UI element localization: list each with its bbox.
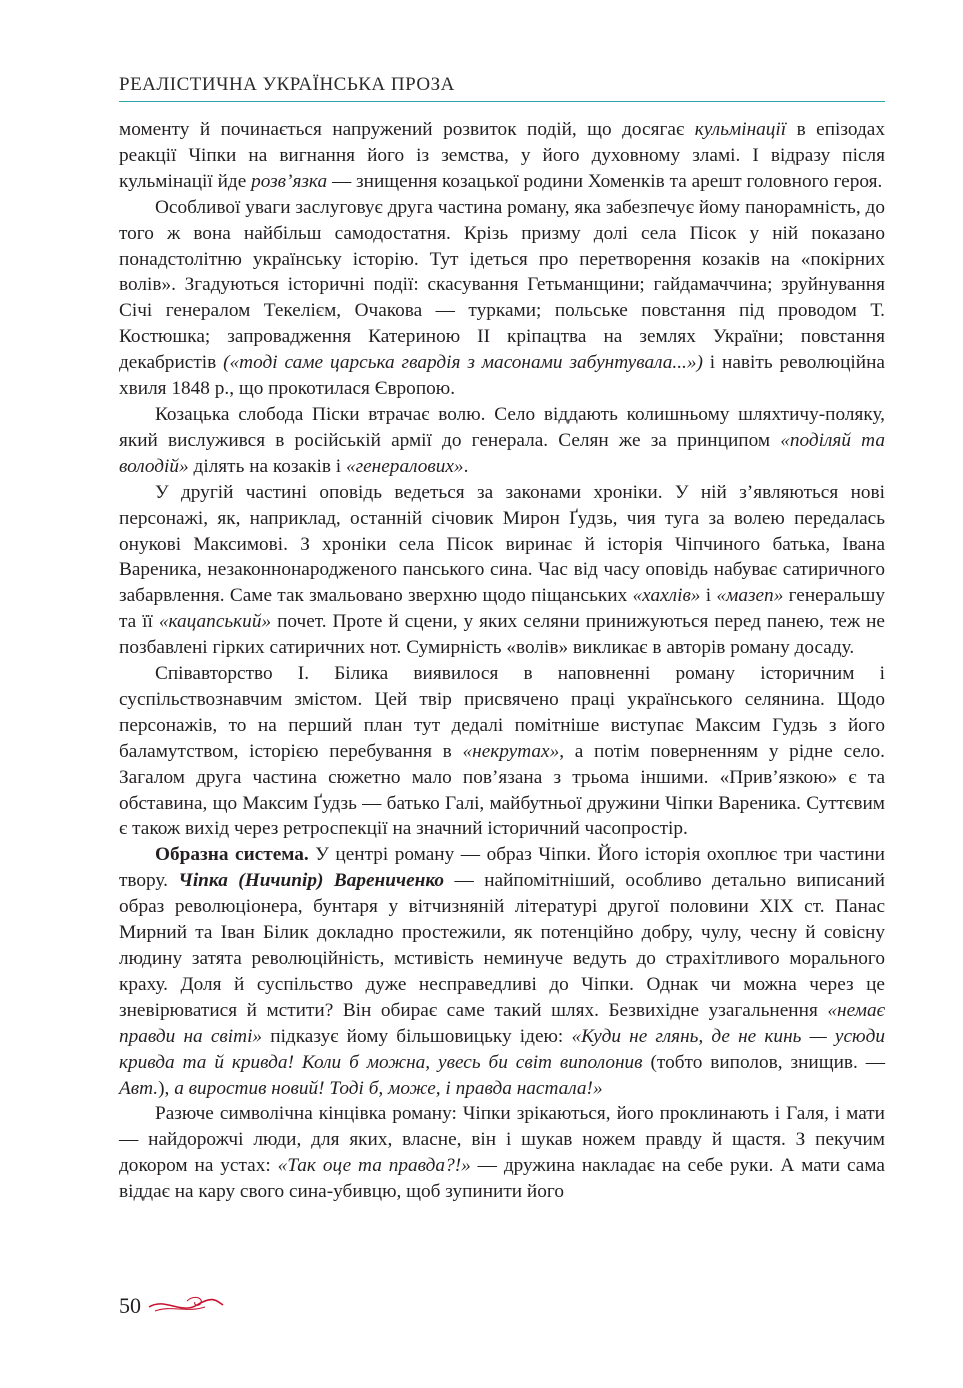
text-run: ), bbox=[158, 1077, 175, 1099]
emphasis-text: Чіпка (Ничипір) Варениченко bbox=[178, 870, 445, 892]
text-run: в епізодах реакції Чіпки на вигнання його із земства, у його духовному зламі. І відразу після кульмінації йде bbox=[119, 119, 885, 192]
text-run: Козацька слобода Піски втрачає волю. Село віддають колишньому шляхтичу-поляку, який вислужився в російській армії до генерала. Селян же за принципом bbox=[119, 403, 885, 451]
text-run: . bbox=[463, 455, 469, 477]
emphasis-text: «поділяй та володій» bbox=[119, 429, 885, 477]
paragraph bbox=[119, 1101, 885, 1205]
emphasis-text: Образна система. bbox=[155, 844, 309, 866]
running-header: РЕАЛІСТИЧНА УКРАЇНСЬКА ПРОЗА bbox=[119, 74, 455, 95]
text-run: — дружина накладає на себе руки. А мати сама віддає на кару свого сина-убивцю, щоб зупинити його bbox=[119, 1155, 885, 1203]
text-run: — найпомітніший, особливо детально виписаний образ революціонера, бунтаря у вітчизняній літературі другої половини XIX ст. Панас Мирний та Іван Білик докладно простежили, як потенційно добру, чулу, чесну й совісну людину затята революційність, мстивість неминуче ведуть до страхітливого морального краху. Доля й суспільство дуже несправедливі до Чіпки. Однак чи можна через це зневірюватися й мстити? Він обирає саме такий шлях. Безвихідне узагальнення bbox=[119, 870, 885, 1021]
paragraph bbox=[119, 402, 885, 480]
text-run: У другій частині оповідь ведеться за законами хроніки. У ній з’являються нові персонажі, як, наприклад, останній січовик Мирон Ґудзь, чия туга за волею передалась онукові Максимові. З хроніки села Пісок виринає й історія Чіпчиного батька, Івана Вареника, незаконнонародженого панського сина. Час від часу оповідь набуває сатиричного забарвлення. Саме так змальовано зверхню щодо піщанських bbox=[119, 481, 885, 607]
text-run: , а потім поверненням у рідне село. Загалом друга частина сюжетно мало пов’язана з трьома іншими. «Прив’язкою» є та обставина, що Максим Ґудзь — батько Галі, майбутньої дружини Чіпки Вареника. Суттєвим є також вихід через ретроспекції на значний історичний часопростір. bbox=[119, 740, 886, 840]
page-number: 50 bbox=[119, 1293, 141, 1318]
text-run: Разюче символічна кінцівка роману: Чіпки зрікаються, його проклинають і Галя, і мати — найдорожчі люди, для яких, власне, він і шукав ножем правду й щастя. З пекучим докором на устах: bbox=[119, 1103, 885, 1177]
paragraph bbox=[119, 480, 885, 661]
emphasis-text: «Так оце та правда?!» bbox=[277, 1155, 471, 1177]
page-ornament-icon bbox=[147, 1293, 227, 1317]
text-run: ділять на козаків і bbox=[188, 455, 346, 477]
paragraph bbox=[119, 195, 885, 402]
text-run: почет. Проте й сцени, у яких селяни принижуються перед панею, теж не позбавлені гірких сатиричних нот. Сумирність «волів» викликає в авторів роману досаду. bbox=[119, 611, 885, 659]
paragraph bbox=[119, 661, 885, 842]
emphasis-text: «немає правди на світі» bbox=[119, 999, 885, 1047]
text-run: Співавторство І. Білика виявилося в наповненні роману історичним і суспільствознавчим змістом. Цей твір присвячено праці українського селянина. Щодо персонажів, то на перший план тут дедалі помітніше виступає Максим Гудзь з його баламутством, історією перебування в bbox=[119, 663, 885, 762]
paragraph bbox=[119, 117, 885, 195]
text-run: підказує йому більшовицьку ідею: bbox=[262, 1025, 572, 1047]
text-run: (тобто виполов, знищив. — bbox=[642, 1051, 886, 1073]
emphasis-text: кульмінації bbox=[694, 119, 787, 140]
text-run: У центрі роману — образ Чіпки. Його історія охоплює три частини твору. bbox=[119, 844, 885, 892]
emphasis-text: «Куди не глянь, де не кинь — усюди кривда та й кривда! Коли б можна, увесь би світ виполонив bbox=[119, 1025, 886, 1073]
emphasis-text: («тоді саме царська гвардія з масонами забунтувала...») bbox=[223, 352, 703, 374]
text-run: і навіть революційна хвиля 1848 р., що прокотилася Європою. bbox=[119, 352, 885, 400]
emphasis-text: а виростив новий! Тоді б, може, і правда настала!» bbox=[174, 1077, 603, 1099]
emphasis-text: «мазеп» bbox=[716, 585, 784, 607]
emphasis-text: «генералових» bbox=[345, 455, 464, 477]
emphasis-text: Авт. bbox=[119, 1077, 159, 1099]
text-run: — знищення козацької родини Хоменків та арешт головного героя. bbox=[327, 170, 883, 192]
body-text bbox=[119, 117, 885, 1205]
text-run: і bbox=[700, 585, 717, 607]
emphasis-text: «кацапський» bbox=[158, 611, 272, 633]
text-run: моменту й починається напружений розвиток подій, що досягає bbox=[119, 119, 695, 140]
text-run: генеральшу та її bbox=[119, 585, 885, 633]
emphasis-text: «хахлів» bbox=[632, 585, 701, 607]
emphasis-text: «некрутах» bbox=[462, 740, 560, 762]
text-run: Особливої уваги заслуговує друга частина роману, яка забезпечує йому панорамність, до того ж вона найбільш самодостатня. Крізь призму долі села Пісок у ній показано понадстолітню українську історію. Тут ідеться про перетворення козаків на «покірних волів». Згадуються історичні події: скасування Гетьманщини; гайдамаччина; зруйнування Січі генералом Текелієм, Очакова — турками; польське повстання під проводом Т. Костюшка; запровадження Катериною ІІ кріпацтва на землях України; повстання декабристів bbox=[119, 196, 885, 374]
emphasis-text: розв’язка bbox=[251, 170, 328, 192]
header-rule bbox=[119, 101, 885, 102]
paragraph bbox=[119, 842, 885, 1101]
